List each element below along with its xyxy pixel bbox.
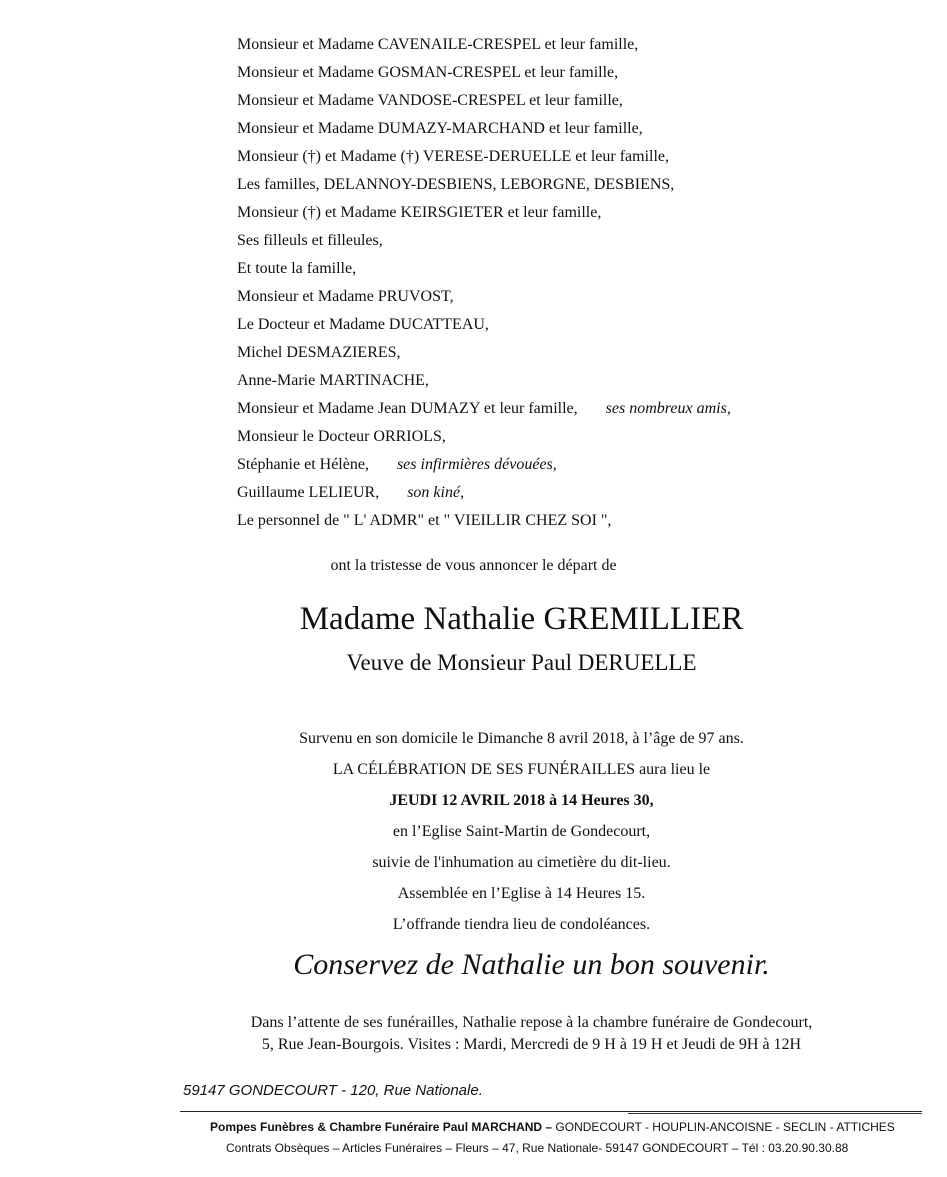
family-line-text: Guillaume LELIEUR, <box>237 484 380 501</box>
footer-company-line <box>210 1118 895 1136</box>
family-line <box>237 143 731 171</box>
family-line <box>237 311 731 339</box>
family-line <box>237 507 731 535</box>
detail-line: suivie de l'inhumation au cimetière du dit-lieu. <box>372 854 671 871</box>
company-name: Pompes Funèbres & Chambre Funéraire Paul MARCHAND – <box>210 1120 553 1134</box>
family-line-text: Le personnel de " L' ADMR" et " VIEILLIR CHEZ SOI ", <box>237 512 612 529</box>
detail-line: Survenu en son domicile le Dimanche 8 avril 2018, à l’âge de 97 ans. <box>299 730 744 747</box>
family-line <box>237 227 731 255</box>
family-line-text: Monsieur et Madame PRUVOST, <box>237 288 454 305</box>
detail-line: LA CÉLÉBRATION DE SES FUNÉRAILLES aura lieu le <box>332 761 711 778</box>
family-line-text: Monsieur et Madame GOSMAN-CRESPEL et leur famille, <box>237 64 619 81</box>
detail-line: L’offrande tiendra lieu de condoléances. <box>392 916 651 933</box>
family-line-role: son kiné, <box>407 484 465 501</box>
footer-address: 59147 GONDECOURT - 120, Rue Nationale. <box>183 1082 483 1099</box>
family-line-text: Monsieur et Madame Jean DUMAZY et leur famille, <box>237 400 578 417</box>
family-line <box>237 451 731 479</box>
family-line <box>237 31 731 59</box>
family-line-text: Monsieur le Docteur ORRIOLS, <box>237 428 446 445</box>
family-line-text: Anne-Marie MARTINACHE, <box>237 372 429 389</box>
family-line <box>237 171 731 199</box>
widow-of-line: Veuve de Monsieur Paul DERUELLE <box>346 650 697 675</box>
family-line-text: Et toute la famille, <box>237 260 357 277</box>
family-line <box>237 283 731 311</box>
family-line-role: ses nombreux amis, <box>605 400 731 417</box>
footer-divider <box>180 1111 922 1112</box>
family-line-text: Monsieur (†) et Madame (†) VERESE-DERUELLE et leur famille, <box>237 148 670 165</box>
family-line-text: Les familles, DELANNOY-DESBIENS, LEBORGNE, DESBIENS, <box>237 176 675 193</box>
family-line <box>237 199 731 227</box>
family-line-text: Le Docteur et Madame DUCATTEAU, <box>237 316 489 333</box>
family-line <box>237 339 731 367</box>
family-list <box>237 31 731 535</box>
company-locations: GONDECOURT - HOUPLIN-ANCOISNE - SECLIN - ATTICHES <box>552 1120 895 1134</box>
footer-services-line: Contrats Obsèques – Articles Funéraires – Fleurs – 47, Rue Nationale- 59147 GONDECOURT – Tél : 03.20.90.30.88 <box>226 1141 849 1155</box>
family-line <box>237 59 731 87</box>
family-line-text: Michel DESMAZIERES, <box>237 344 401 361</box>
family-line <box>237 255 731 283</box>
detail-line: JEUDI 12 AVRIL 2018 à 14 Heures 30, <box>389 792 654 809</box>
family-line <box>237 395 731 423</box>
funeral-details <box>48 723 947 940</box>
family-line-text: Ses filleuls et filleules, <box>237 232 383 249</box>
family-line <box>237 423 731 451</box>
family-line-text: Monsieur et Madame VANDOSE-CRESPEL et leur famille, <box>237 92 623 109</box>
family-line-text: Monsieur et Madame CAVENAILE-CRESPEL et leur famille, <box>237 36 639 53</box>
family-line <box>237 115 731 143</box>
repose-notice <box>58 1012 947 1056</box>
detail-line: en l’Eglise Saint-Martin de Gondecourt, <box>392 823 651 840</box>
repose-line-2: 5, Rue Jean-Bourgois. Visites : Mardi, Mercredi de 9 H à 19 H et Jeudi de 9H à 12H <box>261 1036 802 1053</box>
family-line <box>237 87 731 115</box>
family-line-text: Monsieur et Madame DUMAZY-MARCHAND et leur famille, <box>237 120 643 137</box>
repose-line-1: Dans l’attente de ses funérailles, Nathalie repose à la chambre funéraire de Gondecourt, <box>250 1014 813 1031</box>
footer-divider-accent <box>628 1113 922 1114</box>
family-line <box>237 479 731 507</box>
detail-line: Assemblée en l’Eglise à 14 Heures 15. <box>397 885 646 902</box>
memory-phrase: Conservez de Nathalie un bon souvenir. <box>293 948 770 981</box>
family-line-role: ses infirmières dévouées, <box>396 456 557 473</box>
deceased-name: Madame Nathalie GREMILLIER <box>299 601 744 637</box>
announcement-intro: ont la tristesse de vous annoncer le départ de <box>330 557 617 574</box>
family-line-text: Monsieur (†) et Madame KEIRSGIETER et leur famille, <box>237 204 602 221</box>
family-line <box>237 367 731 395</box>
family-line-text: Stéphanie et Hélène, <box>237 456 369 473</box>
